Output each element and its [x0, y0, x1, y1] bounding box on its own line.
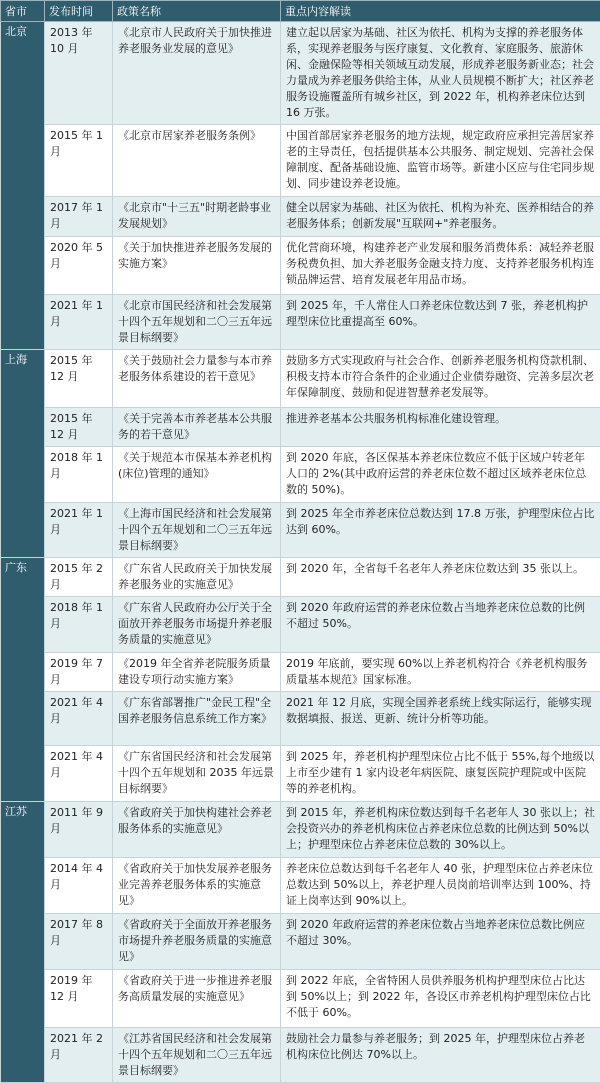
policy-name-cell: 《省政府关于加快发展养老服务业完善养老服务体系的实施意见》 [113, 858, 281, 914]
policy-name-cell: 《广东省人民政府办公厅关于全面放开养老服务市场提升养老服务质量的实施意见》 [113, 597, 281, 653]
content-cell: 到 2015 年，养老机构床位数达到每千名老年人 30 张以上；社会投资兴办的养老机构床位占养老床位总数的比例达到 50%以上；护理型床位占养老床位总数的 30%以上。 [281, 802, 600, 858]
policy-name-cell: 《北京市国民经济和社会发展第十四个五年规划和二〇三五年远景目标纲要》 [113, 295, 281, 350]
province-cell: 江苏 [1, 802, 45, 1083]
date-cell: 2015 年 12 月 [45, 408, 113, 447]
policy-name-cell: 《江苏省国民经济和社会发展第十四个五年规划和二〇三五年远景目标纲要》 [113, 1028, 281, 1083]
province-cell: 北京 [1, 22, 45, 350]
date-cell: 2020 年 5 月 [45, 237, 113, 295]
province-cell: 广东 [1, 558, 45, 802]
policy-name-cell: 《广东省人民政府关于加快发展养老服务业的实施意见》 [113, 558, 281, 597]
table-row [1, 447, 600, 503]
date-cell: 2018 年 1 月 [45, 447, 113, 503]
content-cell: 2021 年 12 月底，实现全国养老系统上线实际运行，能够实现数据填报、报送、更新、统计分析等功能。 [281, 692, 600, 746]
table-row [1, 653, 600, 692]
policy-name-cell: 《广东省国民经济和社会发展第十四个五年规划和 2035 年远景目标纲要》 [113, 746, 281, 802]
policy-name-cell: 《北京市人民政府关于加快推进养老服务业发展的意见》 [113, 22, 281, 125]
table-row [1, 858, 600, 914]
table-row [1, 1028, 600, 1083]
date-cell: 2017 年 8 月 [45, 914, 113, 970]
table-row [1, 802, 600, 858]
content-cell: 鼓励多方式实现政府与社会合作、创新养老服务机构贷款机制、积极支持本市符合条件的企业通过企业债券融资、完善多层次老年保障制度、鼓励和促进智慧养老发展等。 [281, 350, 600, 408]
date-cell: 2011 年 9 月 [45, 802, 113, 858]
content-cell: 健全以居家为基础、社区为依托、机构为补充、医养相结合的养老服务体系；创新发展"互联网+"养老服务。 [281, 197, 600, 237]
content-cell: 到 2025 年，养老机构护理型床位占比不低于 55%,每个地级以上市至少建有 1 家内设老年病医院、康复医院护理院或中医院等的养老机构。 [281, 746, 600, 802]
table-row [1, 197, 600, 237]
date-cell: 2015 年 12 月 [45, 350, 113, 408]
table-body [1, 22, 600, 1083]
date-cell: 2014 年 4 月 [45, 858, 113, 914]
content-cell: 养老床位总数达到每千名老年人 40 张，护理型床位占养老床位总数达到 50%以上，养老护理人员岗前培训率达到 100%、持证上岗率达到 90%以上。 [281, 858, 600, 914]
policy-name-cell: 《上海市国民经济和社会发展第十四个五年规划和二〇三五年远景目标纲要》 [113, 503, 281, 558]
content-cell: 到 2020 年政府运营的养老床位数占当地养老床位总数的比例不超过 50%。 [281, 597, 600, 653]
table-row [1, 295, 600, 350]
date-cell: 2019 年 7 月 [45, 653, 113, 692]
content-cell: 推进养老基本公共服务机构标准化建设管理。 [281, 408, 600, 447]
policy-name-cell: 《北京市"十三五"时期老龄事业发展规划》 [113, 197, 281, 237]
date-cell: 2021 年 4 月 [45, 746, 113, 802]
table-row [1, 350, 600, 408]
table-row [1, 970, 600, 1028]
content-cell: 到 2025 年全市养老床位总数达到 17.8 万张，护理型床位占比达到 60%。 [281, 503, 600, 558]
table-row [1, 914, 600, 970]
policy-name-cell: 《2019 年全省养老院服务质量建设专项行动实施方案》 [113, 653, 281, 692]
date-cell: 2019 年 12 月 [45, 970, 113, 1028]
policy-name-cell: 《关于规范本市保基本养老机构(床位)管理的通知》 [113, 447, 281, 503]
table-row [1, 237, 600, 295]
header-province: 省市 [1, 1, 45, 22]
content-cell: 到 2025 年，千人常住人口养老床位数达到 7 张，养老机构护理型床位比重提高至 60%。 [281, 295, 600, 350]
policy-name-cell: 《省政府关于进一步推进养老服务高质量发展的实施意见》 [113, 970, 281, 1028]
content-cell: 到 2022 年底，全省特困人员供养服务机构护理型床位占比达到 50%以上；到 2022 年，各设区市养老机构护理型床位占比不低于 60%。 [281, 970, 600, 1028]
table-row [1, 746, 600, 802]
header-date: 发布时间 [45, 1, 113, 22]
policy-name-cell: 《北京市居家养老服务条例》 [113, 125, 281, 197]
content-cell: 优化营商环境，构建养老产业发展和服务消费体系：减轻养老服务税费负担、加大养老服务金融支持力度、支持养老服务机构连锁品牌运营、培育发展老年用品市场。 [281, 237, 600, 295]
date-cell: 2017 年 1 月 [45, 197, 113, 237]
table-row [1, 125, 600, 197]
table-row [1, 408, 600, 447]
content-cell: 到 2020 年，全省每千名老年人养老床位数达到 35 张以上。 [281, 558, 600, 597]
policy-name-cell: 《关于加快推进养老服务发展的实施方案》 [113, 237, 281, 295]
date-cell: 2021 年 4 月 [45, 692, 113, 746]
content-cell: 到 2020 年政府运营的养老床位数占当地养老床位总数比例应不超过 30%。 [281, 914, 600, 970]
date-cell: 2021 年 2 月 [45, 1028, 113, 1083]
policy-name-cell: 《省政府关于加快构建社会养老服务体系的实施意见》 [113, 802, 281, 858]
content-cell: 建立起以居家为基础、社区为依托、机构为支撑的养老服务体系，实现养老服务与医疗康复、文化教育、家庭服务、旅游休闲、金融保险等相关领域互动发展，形成养老服务新业态；社会力量成为养老服务供给主体，从业人员规模不断扩大；社区养老服务设施覆盖所有城乡社区，到 2022 年，机构养老床位达到 16 万张。 [281, 22, 600, 125]
policy-name-cell: 《广东省部署推广"金民工程"全国养老服务信息系统工作方案》 [113, 692, 281, 746]
date-cell: 2018 年 1 月 [45, 597, 113, 653]
province-cell: 上海 [1, 350, 45, 558]
table-row [1, 22, 600, 125]
table-row [1, 692, 600, 746]
date-cell: 2021 年 1 月 [45, 503, 113, 558]
date-cell: 2015 年 1 月 [45, 125, 113, 197]
content-cell: 到 2020 年底，各区保基本养老床位数应不低于区域户转老年人口的 2%(其中政府运营的养老床位数不超过区域养老床位总数的 50%)。 [281, 447, 600, 503]
header-content: 重点内容解读 [281, 1, 600, 22]
table-row [1, 597, 600, 653]
date-cell: 2021 年 1 月 [45, 295, 113, 350]
content-cell: 中国首部居家养老服务的地方法规，规定政府应承担完善居家养老的主导责任，包括提供基本公共服务、制定规划、完善社会保障制度、配备基础设施、监管市场等。新建小区应与住宅同步规划、同步建设养老设施。 [281, 125, 600, 197]
policy-name-cell: 《关于完善本市养老基本公共服务的若干意见》 [113, 408, 281, 447]
date-cell: 2015 年 2 月 [45, 558, 113, 597]
table-row [1, 503, 600, 558]
header-policy-name: 政策名称 [113, 1, 281, 22]
date-cell: 2013 年 10 月 [45, 22, 113, 125]
table-row [1, 558, 600, 597]
header-row [1, 1, 600, 22]
content-cell: 鼓励社会力量参与养老服务；到 2025 年，护理型床位占养老机构床位比例达 70%以上。 [281, 1028, 600, 1083]
policy-name-cell: 《省政府关于全面放开养老服务市场提升养老服务质量的实施意见》 [113, 914, 281, 970]
policy-name-cell: 《关于鼓励社会力量参与本市养老服务体系建设的若干意见》 [113, 350, 281, 408]
content-cell: 2019 年底前，要实现 60%以上养老机构符合《养老机构服务质量基本规范》国家标准。 [281, 653, 600, 692]
